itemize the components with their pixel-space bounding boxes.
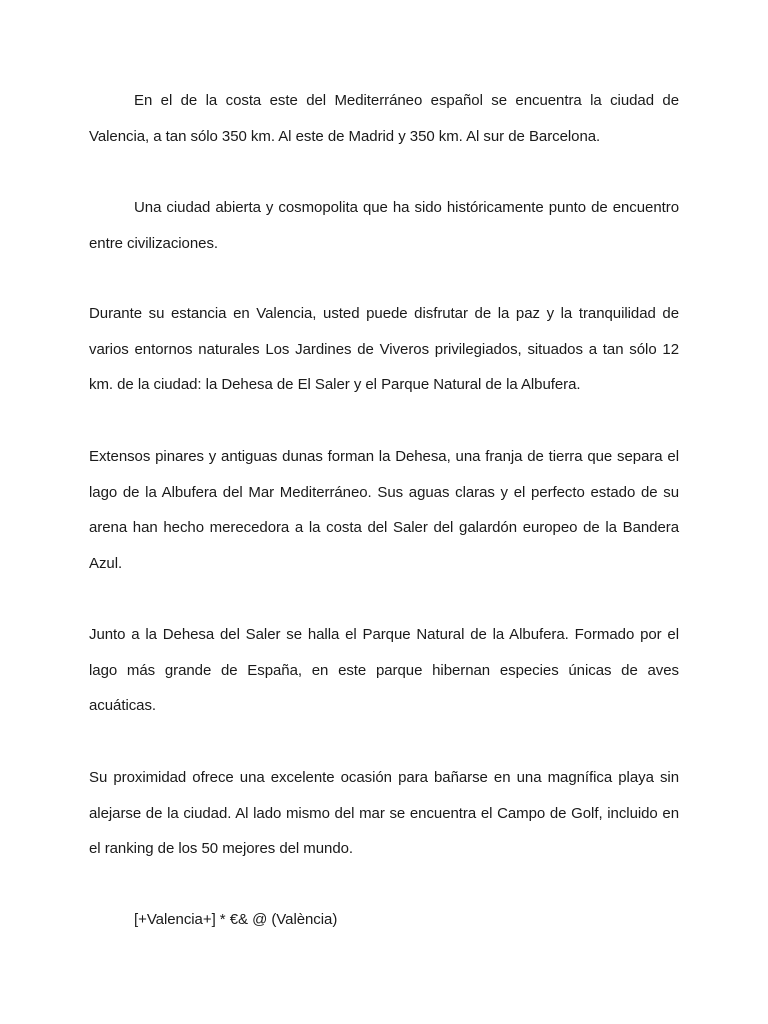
paragraph-albufera: Junto a la Dehesa del Saler se halla el Parque Natural de la Albufera. Formado por el lago más grande de España, en este parque hibernan especies únicas de aves acuáticas. [89, 626, 679, 715]
paragraph-natural-surroundings: Durante su estancia en Valencia, usted puede disfrutar de la paz y la tranquilidad de varios entornos naturales Los Jardines de Viveros privilegiados, situados a tan sólo 12 km. de la ciudad: la Dehesa de El Saler y el Parque Natural de la Albufera. [89, 305, 679, 394]
paragraph-keywords: [+Valencia+] * €& @ (València) [134, 911, 338, 928]
paragraph-intro: En el de la costa este del Mediterráneo español se encuentra la ciudad de Valencia, a tan sólo 350 km. Al este de Madrid y 350 km. Al sur de Barcelona. [89, 92, 679, 145]
paragraph-dehesa: Extensos pinares y antiguas dunas forman la Dehesa, una franja de tierra que separa el lago de la Albufera del Mar Mediterráneo. Sus aguas claras y el perfecto estado de su arena han hecho merecedora a la costa del Saler del galardón europeo de la Bandera Azul. [89, 448, 679, 573]
paragraph-cosmopolitan: Una ciudad abierta y cosmopolita que ha sido históricamente punto de encuentro entre civilizaciones. [89, 199, 679, 252]
paragraph-beach-golf: Su proximidad ofrece una excelente ocasión para bañarse en una magnífica playa sin alejarse de la ciudad. Al lado mismo del mar se encuentra el Campo de Golf, incluido en el ranking de los 50 mejores del mundo. [89, 769, 679, 858]
